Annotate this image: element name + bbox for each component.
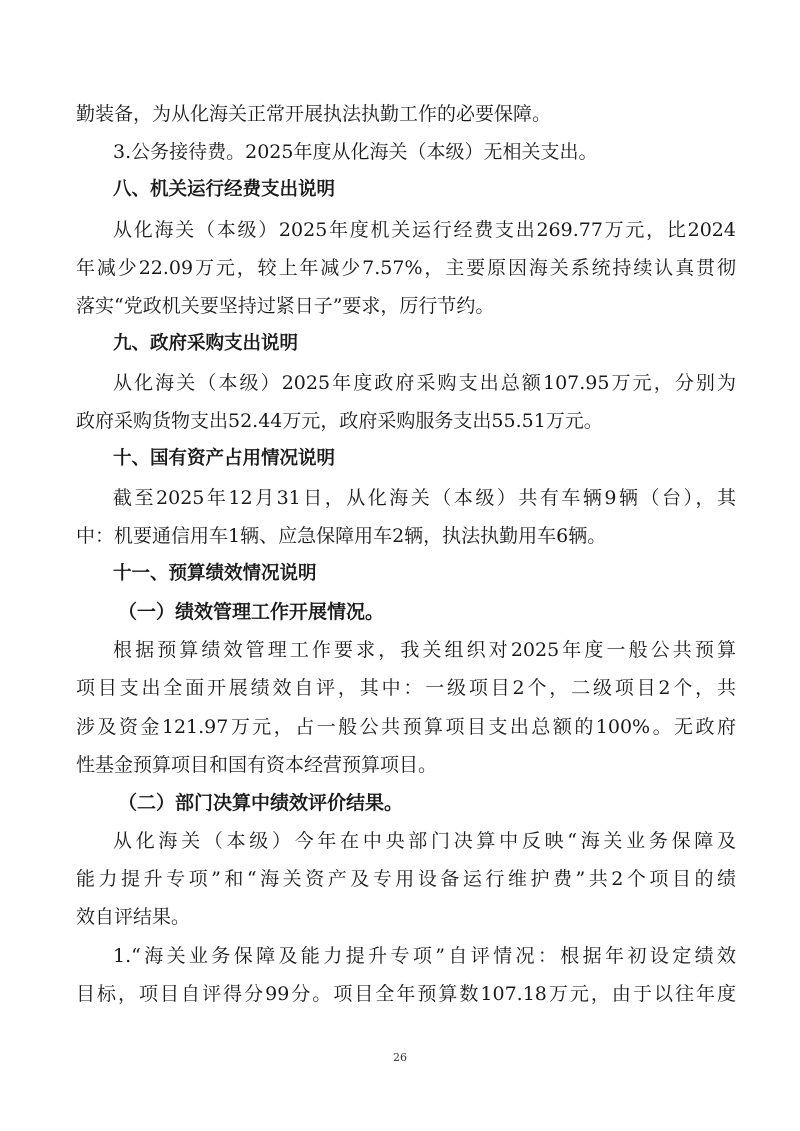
body-text-line: 从化海关（本级）今年在中央部门决算中反映“海关业务保障及 [113,830,736,852]
subsection-heading: （二）部门决算中绩效评价结果。 [118,792,404,814]
body-text-line: 效自评结果。 [76,906,191,928]
body-text-line: 3.公务接待费。2025年度从化海关（本级）无相关支出。 [113,141,598,163]
body-text-line: 落实“党政机关要坚持过紧日子”要求，厉行节约。 [76,295,495,317]
section-heading: 九、政府采购支出说明 [113,333,299,354]
body-text-line: 项目支出全面开展绩效自评，其中：一级项目2个，二级项目2个，共 [76,677,736,699]
body-text-line: 勤装备，为从化海关正常开展执法执勤工作的必要保障。 [76,103,552,125]
body-text-line: 年减少22.09万元，较上年减少7.57%，主要原因海关系统持续认真贯彻 [76,257,736,279]
body-text-line: 从化海关（本级）2025年度政府采购支出总额107.95万元，分别为 [113,372,736,394]
body-text-line: 政府采购货物支出52.44万元，政府采购服务支出55.51万元。 [76,410,603,432]
body-text-line: 1.“海关业务保障及能力提升专项”自评情况：根据年初设定绩效 [113,945,736,967]
body-text-line: 截至2025年12月31日，从化海关（本级）共有车辆9辆（台），其 [113,487,736,509]
body-text-line: 中：机要通信用车1辆、应急保障用车2辆，执法执勤用车6辆。 [76,525,607,547]
body-text-line: 从化海关（本级）2025年度机关运行经费支出269.77万元，比2024 [113,219,736,241]
body-text-line: 涉及资金121.97万元，占一般公共预算项目支出总额的100%。无政府 [76,716,736,738]
body-text-line: 根据预算绩效管理工作要求，我关组织对2025年度一般公共预算 [113,639,736,661]
page-number: 26 [393,1051,407,1064]
section-heading: 十、国有资产占用情况说明 [113,448,336,469]
section-heading: 八、机关运行经费支出说明 [113,179,336,200]
body-text-line: 目标，项目自评得分99分。项目全年预算数107.18万元，由于以往年度 [76,983,736,1005]
section-heading: 十一、预算绩效情况说明 [113,563,317,584]
subsection-heading: （一）绩效管理工作开展情况。 [118,601,385,623]
body-text-line: 能力提升专项”和“海关资产及专用设备运行维护费”共2个项目的绩 [76,868,736,890]
body-text-line: 性基金预算项目和国有资本经营预算项目。 [76,754,438,776]
